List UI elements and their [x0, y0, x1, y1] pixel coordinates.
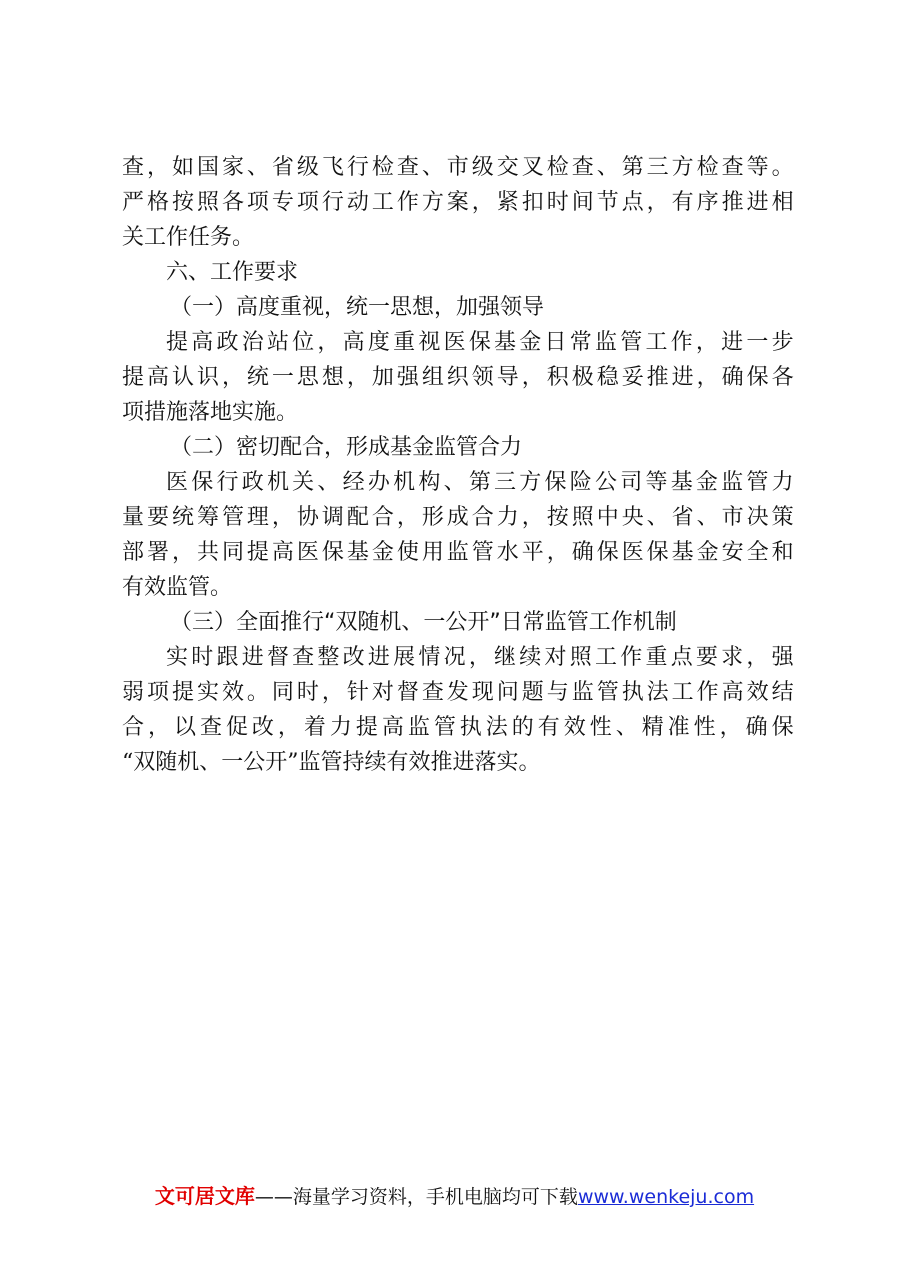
paragraph-line: 查 ， 如 国 家 、 省 级 飞 行 检 查 、 市 级 交 叉 检 查 、 第 三 方 检 查 等 。: [122, 155, 794, 180]
paragraph-line: 实 时 跟 进 督 查 整 改 进 展 情 况 ， 继 续 对 照 工 作 重 点 要 求 ， 强: [166, 645, 794, 670]
footer-banner: [0, 1182, 909, 1211]
paragraph-line: 医 保 行 政 机 关 、 经 办 机 构 、 第 三 方 保 险 公 司 等 基 金 监 管 力: [166, 470, 794, 495]
subsection-heading: （三）全面推行“双随机、一公开”日常监管工作机制: [170, 610, 677, 635]
subsection-heading: （一）高度重视，统一思想，加强领导: [170, 295, 545, 320]
paragraph-line: 提 高 政 治 站 位 ， 高 度 重 视 医 保 基 金 日 常 监 管 工 作 ， 进 一 步: [166, 330, 794, 355]
section-heading: 六、工作要求: [166, 260, 299, 285]
paragraph-line: 量 要 统 筹 管 理 ， 协 调 配 合 ， 形 成 合 力 ， 按 照 中 央 、 省 、 市 决 策: [122, 505, 794, 530]
footer-slogan: ——海量学习资料，手机电脑均可下载: [254, 1186, 578, 1208]
paragraph-line: 提 高 认 识 ， 统 一 思 想 ， 加 强 组 织 领 导 ， 积 极 稳 妥 推 进 ， 确 保 各: [122, 365, 794, 390]
paragraph-line: 项措施落地实施。: [122, 400, 299, 425]
paragraph-line: 严 格 按 照 各 项 专 项 行 动 工 作 方 案 ， 紧 扣 时 间 节 点 ， 有 序 推 进 相: [122, 190, 794, 215]
subsection-heading: （二）密切配合，形成基金监管合力: [170, 435, 523, 460]
paragraph-line: 关工作任务。: [122, 225, 255, 250]
paragraph-line: 部 署 ， 共 同 提 高 医 保 基 金 使 用 监 管 水 平 ， 确 保 医 保 基 金 安 全 和: [122, 540, 794, 565]
paragraph-line: 有效监管。: [122, 575, 233, 600]
footer-website-link[interactable]: www.wenkeju.com: [577, 1186, 755, 1208]
footer-brand: 文可居文库: [154, 1184, 255, 1208]
paragraph-line: 弱 项 提 实 效 。 同 时 ， 针 对 督 查 发 现 问 题 与 监 管 执 法 工 作 高 效 结: [122, 680, 794, 705]
paragraph-line: “双随机、一公开”监管持续有效推进落实。: [122, 750, 541, 775]
paragraph-line: 合 ， 以 查 促 改 ， 着 力 提 高 监 管 执 法 的 有 效 性 、 精 准 性 ， 确 保: [122, 715, 794, 740]
document-body: [122, 150, 794, 780]
